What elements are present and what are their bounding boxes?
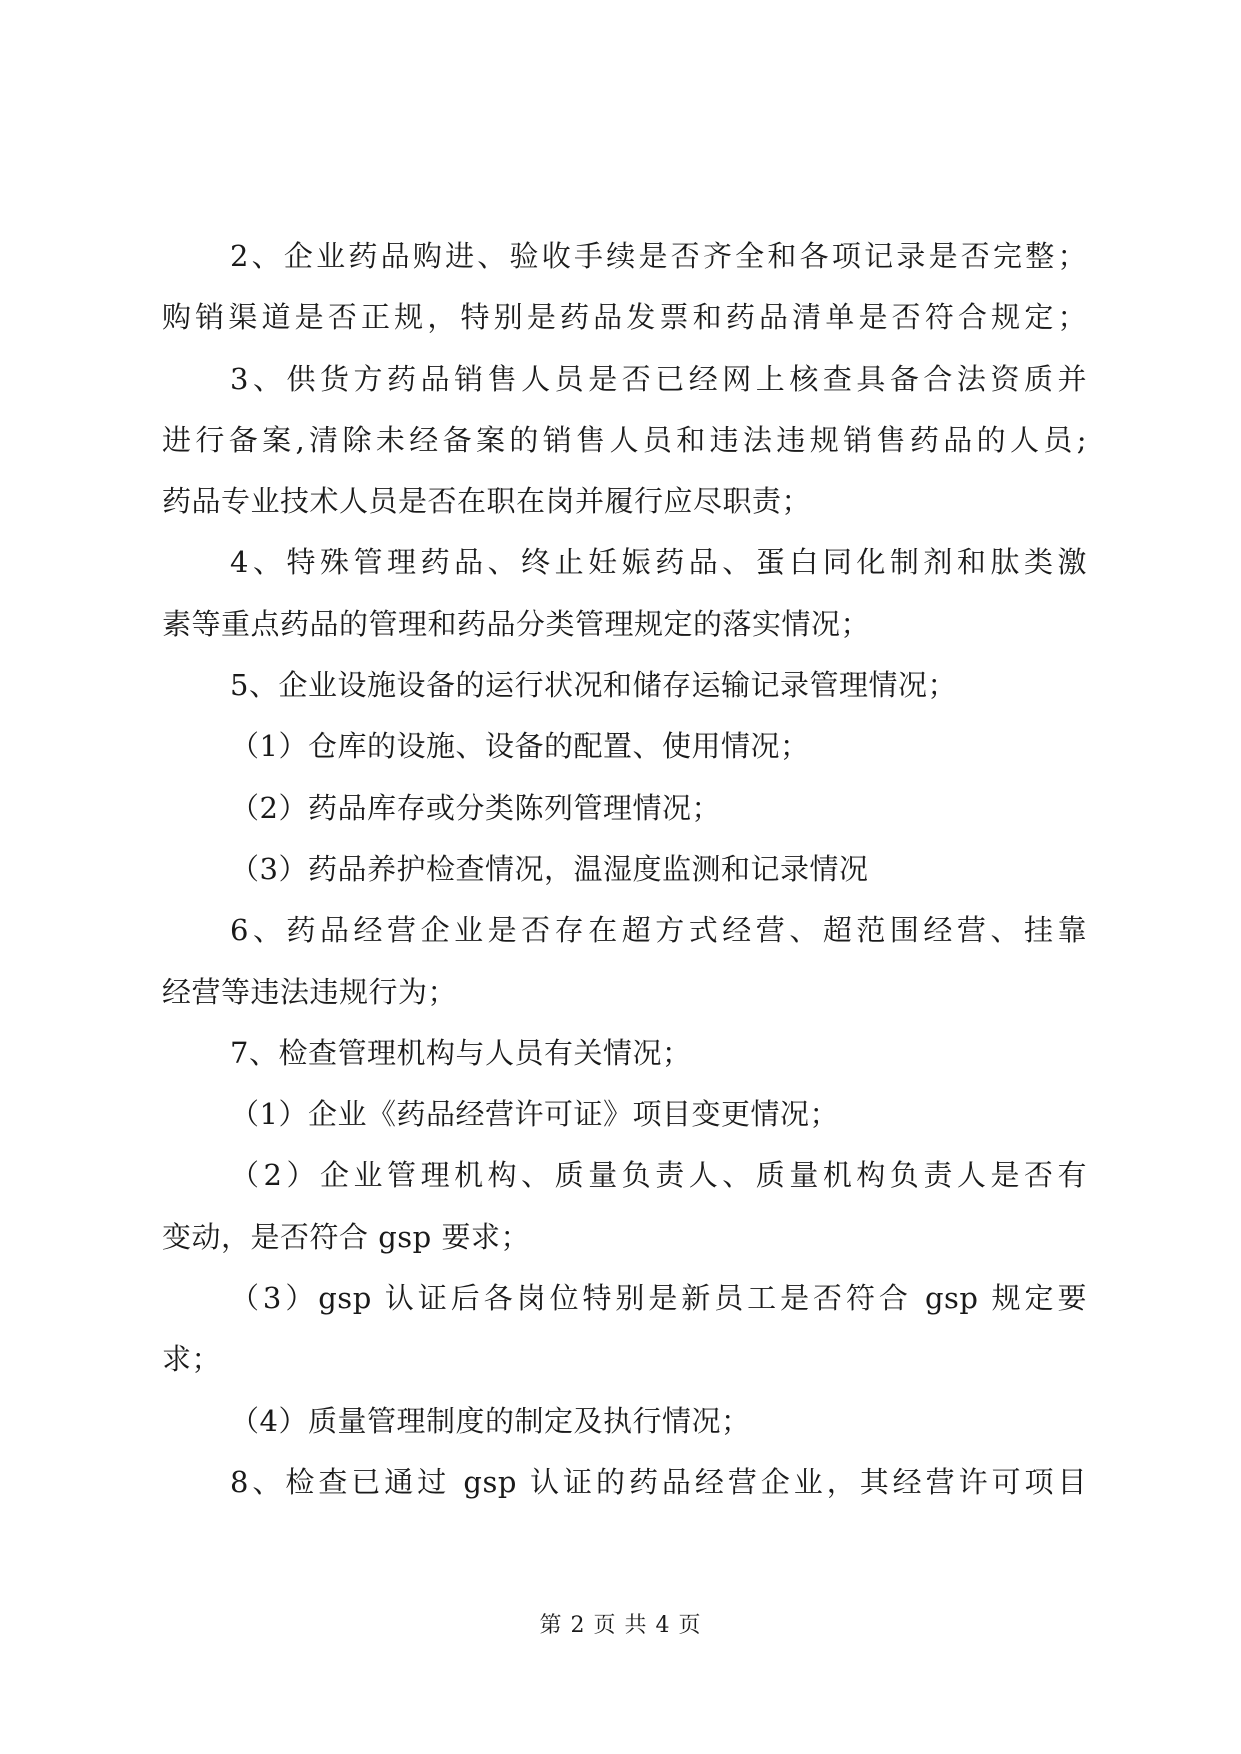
sub-item-line: （2）企业管理机构、质量负责人、质量机构负责人是否有 [230, 1158, 1087, 1193]
sub-item-line: （2）药品库存或分类陈列管理情况； [230, 790, 721, 825]
paragraph-line: 进行备案,清除未经备案的销售人员和违法违规销售药品的人员; [162, 422, 1087, 457]
document-body [162, 226, 1087, 1513]
paragraph-line: 6、药品经营企业是否存在超方式经营、超范围经营、挂靠 [230, 913, 1087, 948]
sub-item-line: （1）仓库的设施、设备的配置、使用情况； [230, 729, 810, 764]
paragraph-line: 5、企业设施设备的运行状况和储存运输记录管理情况； [230, 668, 957, 703]
sub-item-line: （3）药品养护检查情况，温湿度监测和记录情况 [230, 851, 869, 886]
paragraph-line: 求； [162, 1342, 222, 1377]
paragraph-line: 药品专业技术人员是否在职在岗并履行应尽职责； [162, 484, 812, 519]
paragraph-line: 8、检查已通过 gsp 认证的药品经营企业，其经营许可项目 [230, 1464, 1087, 1499]
paragraph-line: 素等重点药品的管理和药品分类管理规定的落实情况； [162, 606, 871, 641]
paragraph-line: 变动，是否符合 gsp 要求； [162, 1219, 530, 1254]
sub-item-line: （1）企业《药品经营许可证》项目变更情况； [230, 1097, 839, 1132]
paragraph-line: 经营等违法违规行为； [162, 974, 458, 1009]
page-footer: 第 2 页 共 4 页 [539, 1613, 702, 1638]
paragraph-line: 7、检查管理机构与人员有关情况； [230, 1035, 692, 1070]
paragraph-line: 2、企业药品购进、验收手续是否齐全和各项记录是否完整； [230, 239, 1087, 273]
paragraph-line: 4、特殊管理药品、终止妊娠药品、蛋白同化制剂和肽类激 [230, 545, 1087, 580]
sub-item-line: （3）gsp 认证后各岗位特别是新员工是否符合 gsp 规定要 [230, 1281, 1087, 1316]
paragraph-line: 购销渠道是否正规，特别是药品发票和药品清单是否符合规定； [162, 300, 1087, 335]
sub-item-line: （4）质量管理制度的制定及执行情况； [230, 1403, 751, 1438]
paragraph-line: 3、供货方药品销售人员是否已经网上核查具备合法资质并 [230, 361, 1087, 396]
